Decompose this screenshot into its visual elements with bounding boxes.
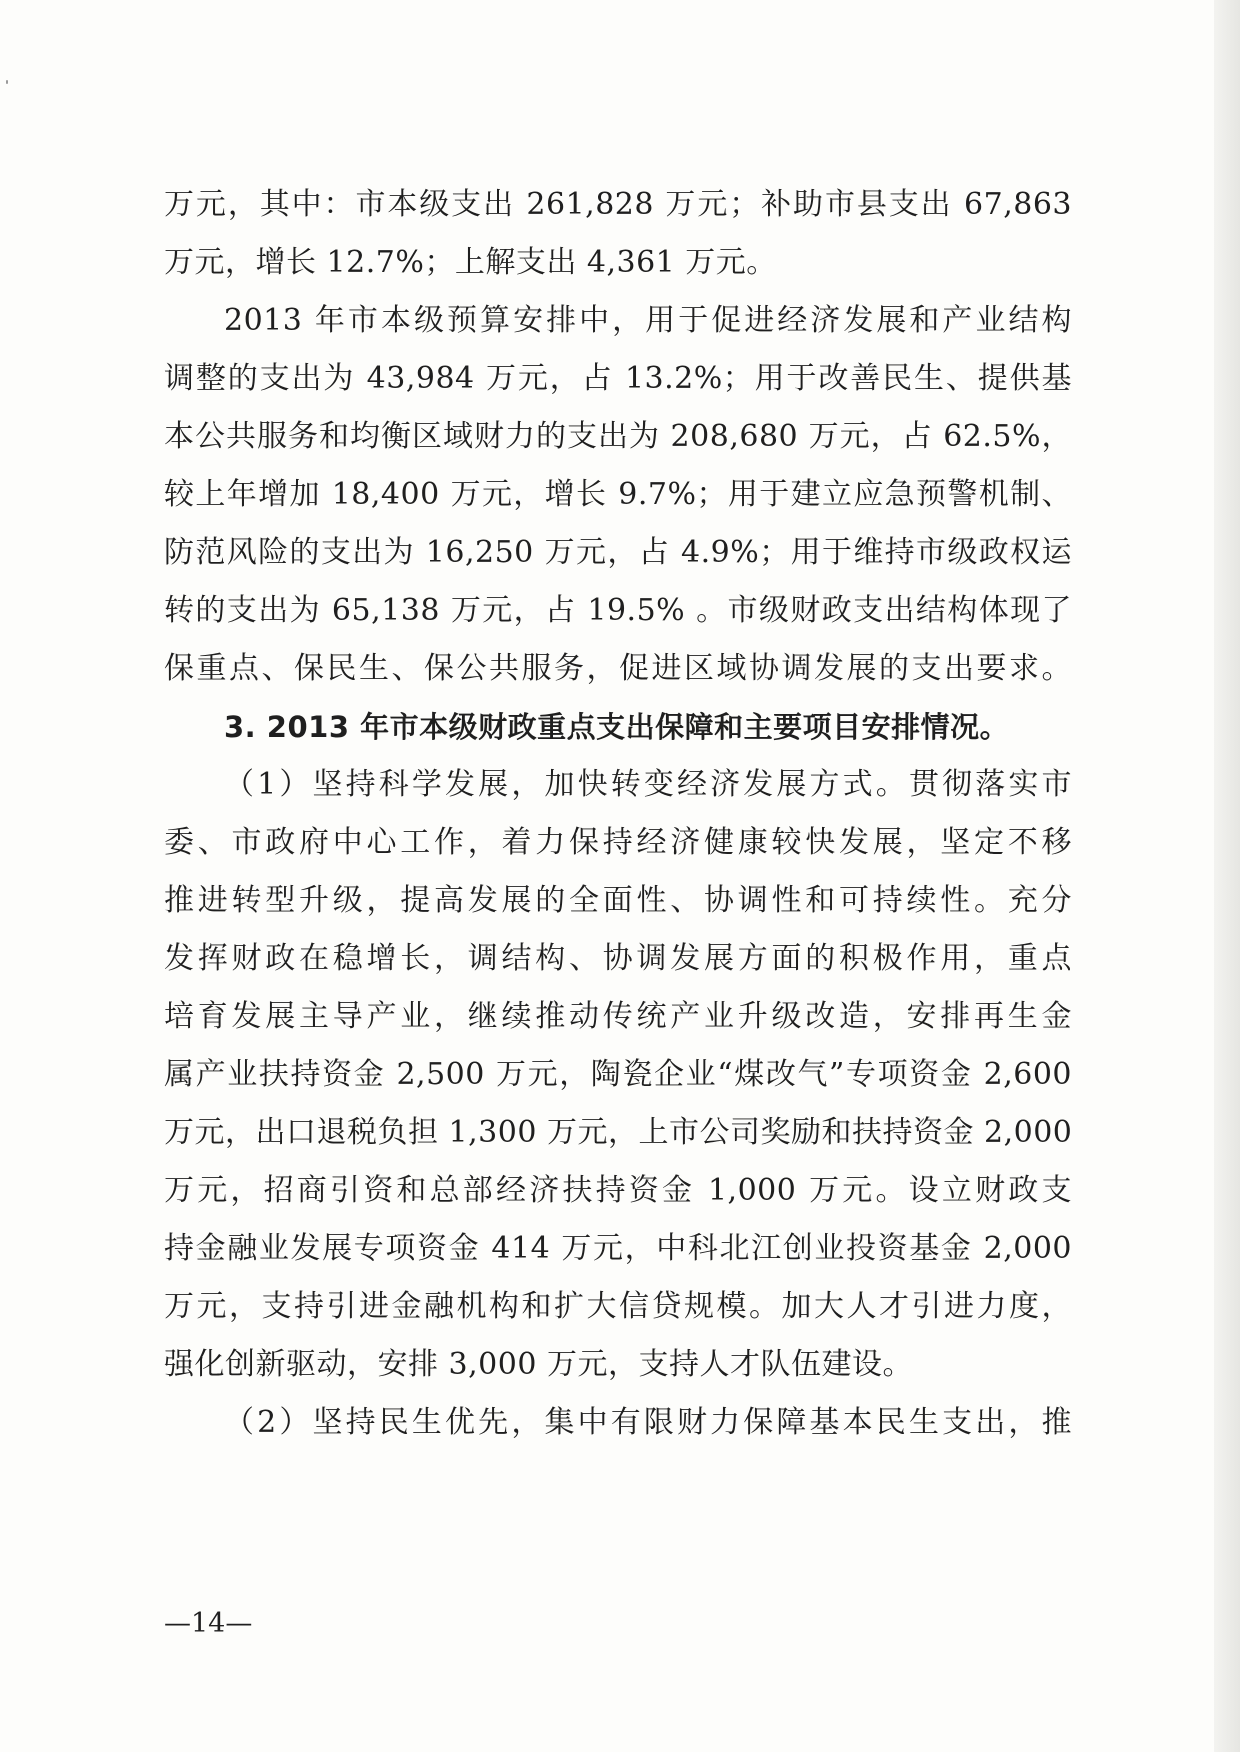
scan-edge-shadow [1214, 0, 1240, 1752]
body-line: 转的支出为 65,138 万元，占 19.5% 。市级财政支出结构体现了 [164, 593, 1072, 628]
page-number: —14— [164, 1608, 253, 1639]
body-line: 培育发展主导产业，继续推动传统产业升级改造，安排再生金 [164, 999, 1072, 1034]
body-line: 强化创新驱动，安排 3,000 万元，支持人才队伍建设。 [164, 1347, 913, 1382]
body-line: 委、市政府中心工作，着力保持经济健康较快发展，坚定不移 [164, 825, 1072, 860]
body-line: 保重点、保民生、保公共服务，促进区域协调发展的支出要求。 [164, 651, 1072, 686]
body-line: 万元，其中：市本级支出 261,828 万元；补助市县支出 67,863 [164, 187, 1072, 222]
body-line: 2013 年市本级预算安排中，用于促进经济发展和产业结构 [224, 303, 1072, 338]
body-line: （2）坚持民生优先，集中有限财力保障基本民生支出，推 [224, 1405, 1072, 1440]
body-line: 防范风险的支出为 16,250 万元，占 4.9%；用于维持市级政权运 [164, 535, 1072, 570]
body-line: 万元，增长 12.7%；上解支出 4,361 万元。 [164, 245, 777, 280]
body-line: 万元，支持引进金融机构和扩大信贷规模。加大人才引进力度， [164, 1289, 1072, 1324]
body-line: 属产业扶持资金 2,500 万元，陶瓷企业“煤改气”专项资金 2,600 [164, 1057, 1072, 1092]
body-line: 万元，招商引资和总部经济扶持资金 1,000 万元。设立财政支 [164, 1173, 1072, 1208]
body-line: 万元，出口退税负担 1,300 万元，上市公司奖励和扶持资金 2,000 [164, 1115, 1073, 1150]
section-heading: 3. 2013 年市本级财政重点支出保障和主要项目安排情况。 [224, 710, 1010, 744]
body-line: 本公共服务和均衡区域财力的支出为 208,680 万元，占 62.5%， [164, 419, 1072, 454]
body-line: 持金融业发展专项资金 414 万元，中科北江创业投资基金 2,000 [164, 1231, 1072, 1266]
body-line: 推进转型升级，提高发展的全面性、协调性和可持续性。充分 [164, 883, 1072, 918]
body-line: （1）坚持科学发展，加快转变经济发展方式。贯彻落实市 [224, 767, 1072, 802]
body-line: 较上年增加 18,400 万元，增长 9.7%；用于建立应急预警机制、 [164, 477, 1072, 512]
body-line: 调整的支出为 43,984 万元，占 13.2%；用于改善民生、提供基 [164, 361, 1072, 396]
scan-mark [6, 80, 8, 84]
body-line: 发挥财政在稳增长，调结构、协调发展方面的积极作用，重点 [164, 941, 1072, 976]
